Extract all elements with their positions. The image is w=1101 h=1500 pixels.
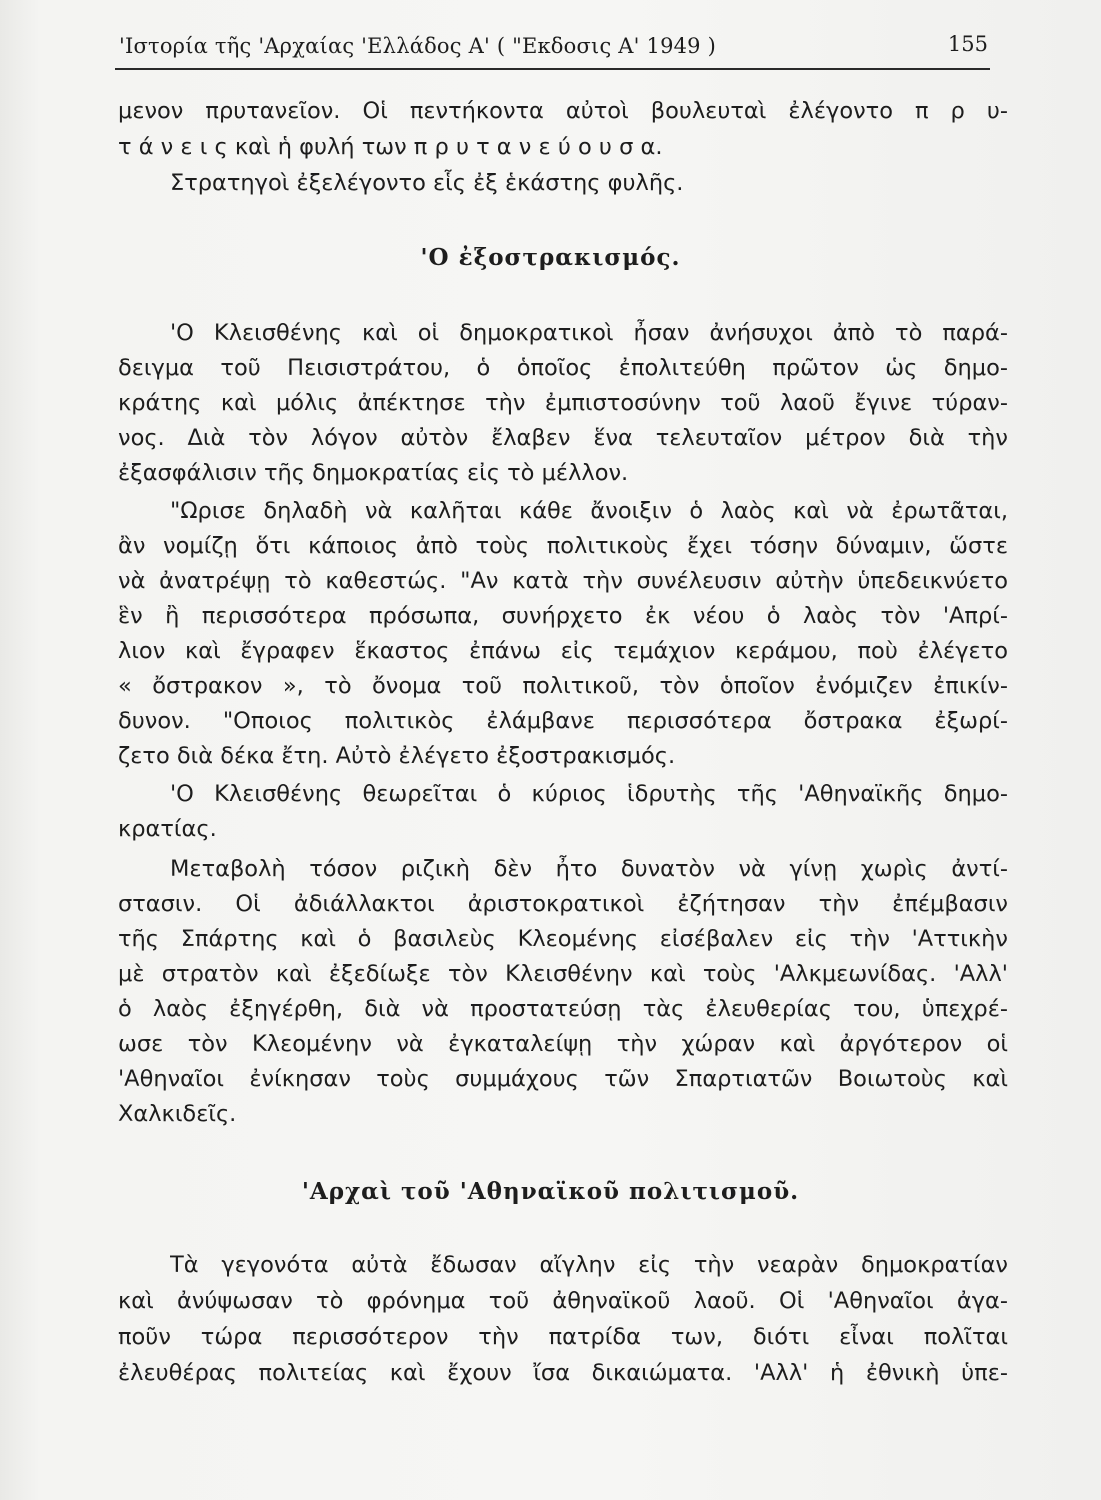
section-heading: 'Ο ἐξοστρακισμός. bbox=[420, 244, 681, 271]
text-line: Μεταβολὴ τόσον ριζικὴ δὲν ἦτο δυνατὸν νὰ γίνῃ χωρὶς ἀντί- bbox=[170, 856, 1008, 882]
text-line: μενον πρυτανεῖον. Οἱ πεντήκοντα αὐτοὶ βουλευταὶ ἐλέγοντο π ρ υ- bbox=[118, 98, 1008, 124]
text-line: δυνον. "Οποιος πολιτικὸς ἐλάμβανε περισσότερα ὄστρακα ἐξωρί- bbox=[118, 708, 1008, 734]
text-line: τ ά ν ε ι ς καὶ ἡ φυλή των π ρ υ τ α ν ε ύ ο υ σ α. bbox=[118, 134, 663, 160]
text-line: 'Ο Κλεισθένης θεωρεῖται ὁ κύριος ἱδρυτὴς τῆς 'Αθηναϊκῆς δημο- bbox=[170, 781, 1008, 807]
text-line: ωσε τὸν Κλεομένην νὰ ἐγκαταλείψῃ τὴν χώραν καὶ ἀργότερον οἱ bbox=[118, 1031, 1008, 1057]
text-line: 'Ο Κλεισθένης καὶ οἱ δημοκρατικοὶ ἦσαν ἀνήσυχοι ἀπὸ τὸ παρά- bbox=[170, 320, 1008, 346]
text-line: καὶ ἀνύψωσαν τὸ φρόνημα τοῦ ἀθηναϊκοῦ λαοῦ. Οἱ 'Αθηναῖοι ἀγα- bbox=[118, 1288, 1008, 1314]
text-line: κράτης καὶ μόλις ἀπέκτησε τὴν ἐμπιστοσύνην τοῦ λαοῦ ἔγινε τύραν- bbox=[118, 390, 1008, 416]
text-line: "Ωρισε δηλαδὴ νὰ καλῆται κάθε ἄνοιξιν ὁ λαὸς καὶ νὰ ἐρωτᾶται, bbox=[170, 498, 1008, 524]
text-line: ζετο διὰ δέκα ἔτη. Αὐτὸ ἐλέγετο ἐξοστρακισμός. bbox=[118, 743, 676, 769]
text-line: τῆς Σπάρτης καὶ ὁ βασιλεὺς Κλεομένης εἰσέβαλεν εἰς τὴν 'Αττικὴν bbox=[118, 926, 1008, 952]
text-line: Τὰ γεγονότα αὐτὰ ἔδωσαν αἴγλην εἰς τὴν νεαρὰν δημοκρατίαν bbox=[170, 1252, 1008, 1278]
text-line: Στρατηγοὶ ἐξελέγοντο εἷς ἐξ ἑκάστης φυλῆς. bbox=[170, 170, 684, 196]
text-line: ἂν νομίζῃ ὅτι κάποιος ἀπὸ τοὺς πολιτικοὺς ἔχει τόσην δύναμιν, ὥστε bbox=[118, 533, 1008, 559]
text-line: δειγμα τοῦ Πεισιστράτου, ὁ ὁποῖος ἐπολιτεύθη πρῶτον ὡς δημο- bbox=[118, 355, 1008, 381]
text-line: ὁ λαὸς ἐξηγέρθη, διὰ νὰ προστατεύσῃ τὰς ἐλευθερίας του, ὑπεχρέ- bbox=[118, 996, 1008, 1022]
running-title: 'Ιστορία τῆς 'Αρχαίας 'Ελλάδος Α' ( "Εκδοσις Α' 1949 ) bbox=[119, 34, 717, 58]
page-number: 155 bbox=[947, 32, 988, 56]
section-heading: 'Αρχαὶ τοῦ 'Αθηναϊκοῦ πολιτισμοῦ. bbox=[301, 1178, 800, 1205]
text-line: ἓν ἢ περισσότερα πρόσωπα, συνήρχετο ἐκ νέου ὁ λαὸς τὸν 'Απρί- bbox=[118, 603, 1008, 629]
text-line: νος. Διὰ τὸν λόγον αὐτὸν ἔλαβεν ἕνα τελευταῖον μέτρον διὰ τὴν bbox=[118, 425, 1008, 451]
text-line: ἐξασφάλισιν τῆς δημοκρατίας εἰς τὸ μέλλον. bbox=[118, 460, 629, 486]
text-line: νὰ ἀνατρέψῃ τὸ καθεστώς. "Αν κατὰ τὴν συνέλευσιν αὐτὴν ὑπεδεικνύετο bbox=[118, 568, 1008, 594]
text-line: μὲ στρατὸν καὶ ἐξεδίωξε τὸν Κλεισθένην καὶ τοὺς 'Αλκμεωνίδας. 'Αλλ' bbox=[118, 961, 1008, 987]
text-line: Χαλκιδεῖς. bbox=[118, 1101, 237, 1127]
text-line: 'Αθηναῖοι ἐνίκησαν τοὺς συμμάχους τῶν Σπαρτιατῶν Βοιωτοὺς καὶ bbox=[118, 1066, 1008, 1092]
text-line: στασιν. Οἱ ἀδιάλλακτοι ἀριστοκρατικοὶ ἐζήτησαν τὴν ἐπέμβασιν bbox=[118, 891, 1008, 917]
text-line: ἐλευθέρας πολιτείας καὶ ἔχουν ἴσα δικαιώματα. 'Αλλ' ἡ ἐθνικὴ ὑπε- bbox=[118, 1360, 1008, 1386]
text-line: « ὄστρακον », τὸ ὄνομα τοῦ πολιτικοῦ, τὸν ὁποῖον ἐνόμιζεν ἐπικίν- bbox=[118, 673, 1008, 699]
text-line: λιον καὶ ἔγραφεν ἕκαστος ἐπάνω εἰς τεμάχιον κεράμου, ποὺ ἐλέγετο bbox=[118, 638, 1008, 664]
text-line: ποῦν τώρα περισσότερον τὴν πατρίδα των, διότι εἶναι πολῖται bbox=[118, 1324, 1008, 1350]
text-line: κρατίας. bbox=[118, 816, 217, 842]
